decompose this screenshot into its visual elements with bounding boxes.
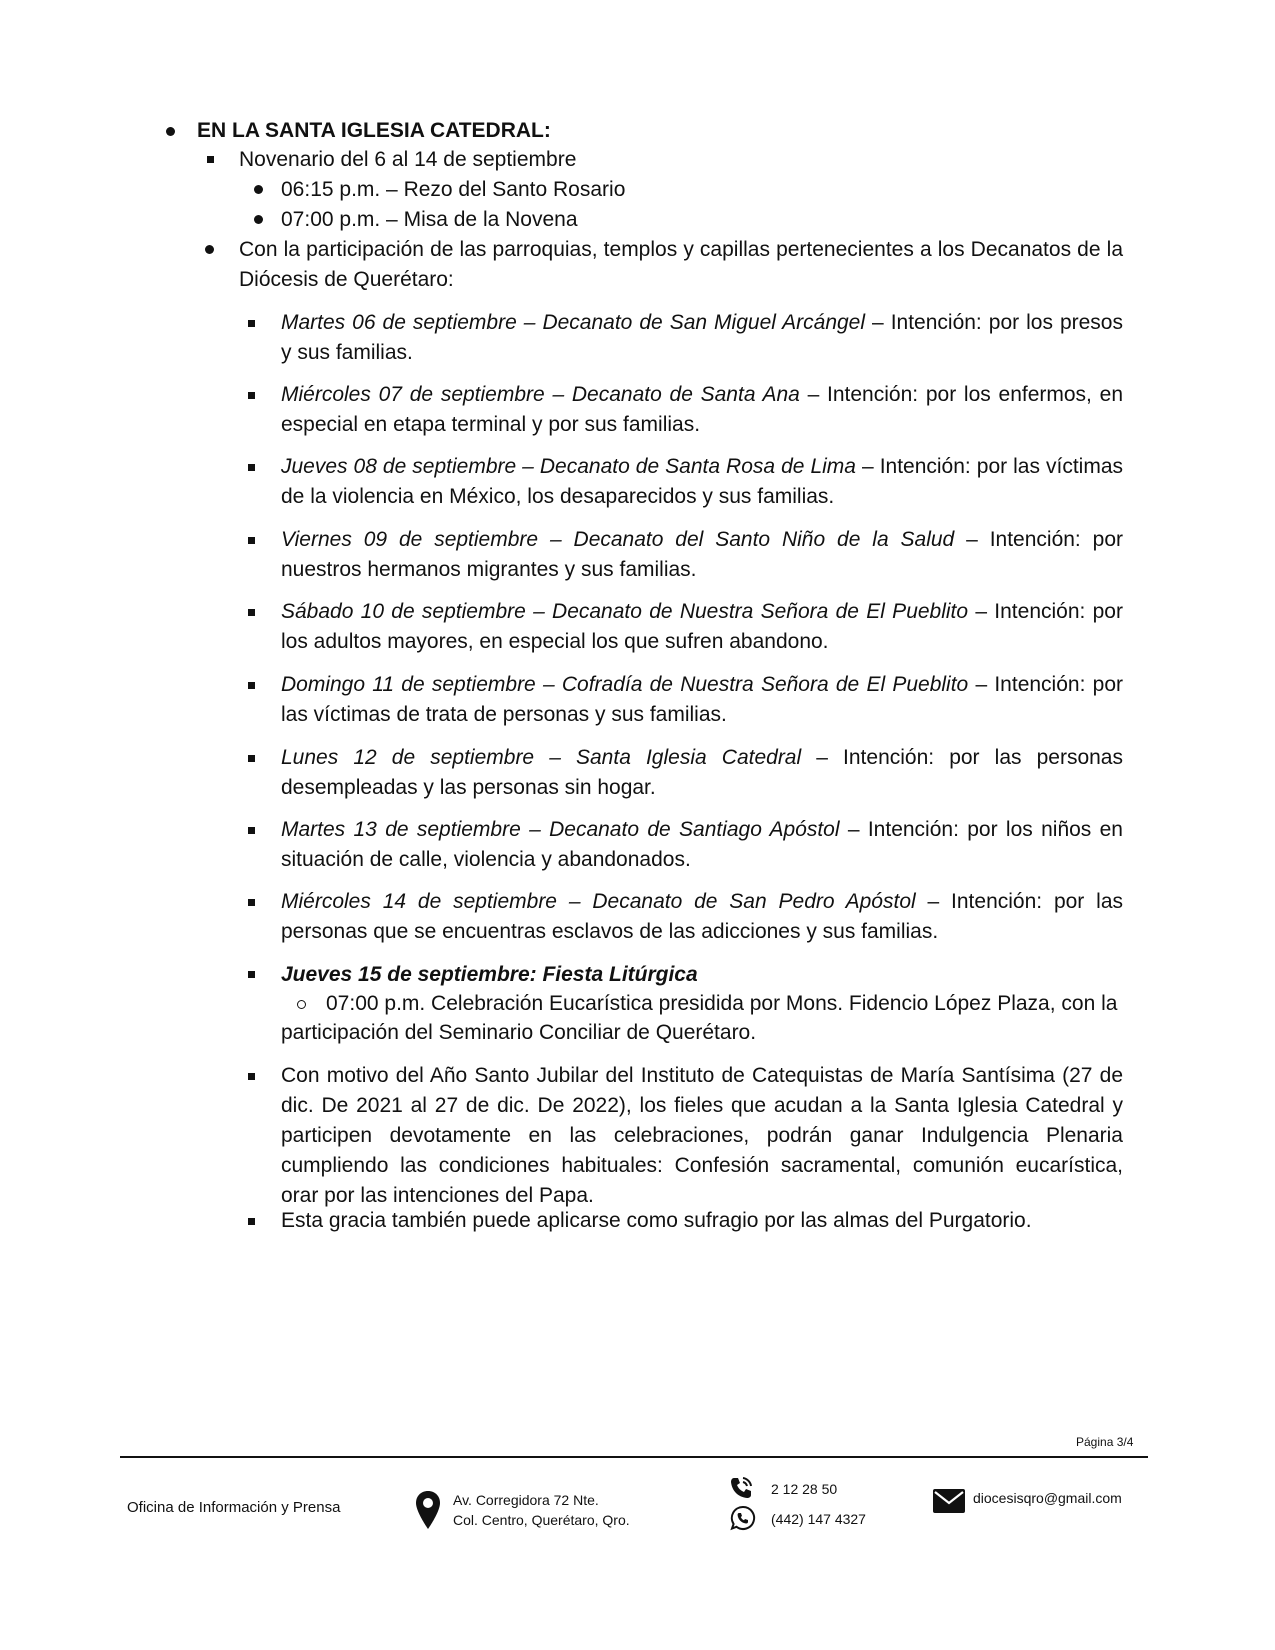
fiesta-detail-line1: 07:00 p.m. Celebración Eucarística presidida por Mons. Fidencio López Plaza, con la [326, 992, 1118, 1015]
jubilee-bullet [248, 1073, 255, 1080]
day-item-4 [281, 525, 1123, 585]
day-item-5-title: Sábado 10 de septiembre – Decanato de Nuestra Señora de El Pueblito [281, 600, 969, 623]
novenario-title: Novenario del 6 al 14 de septiembre [239, 148, 577, 171]
day-item-4-title: Viernes 09 de septiembre – Decanato del Santo Niño de la Salud [281, 528, 955, 551]
phone-icon [728, 1475, 754, 1501]
time-bullet-1 [254, 185, 263, 194]
day-item-9-intention: – Intención: por las personas que se encuentras esclavos de las adicciones y sus familias. [281, 890, 1123, 943]
fiesta-detail-line2: participación del Seminario Conciliar de Querétaro. [281, 1021, 757, 1044]
envelope-icon [933, 1489, 965, 1513]
day-bullet-2 [248, 392, 255, 399]
whatsapp-number: (442) 147 4327 [771, 1511, 866, 1527]
day-bullet-8 [248, 827, 255, 834]
address-line1: Av. Corregidora 72 Nte. [453, 1492, 599, 1508]
day-item-2-intention: – Intención: por los enfermos, en especial en etapa terminal y por sus familias. [281, 383, 1123, 436]
day-item-5 [281, 597, 1123, 657]
grace-text: Esta gracia también puede aplicarse como sufragio por las almas del Purgatorio. [281, 1209, 1032, 1232]
day-item-3 [281, 452, 1123, 512]
day-item-6 [281, 670, 1123, 730]
fiesta-bullet [248, 971, 255, 978]
day-item-2 [281, 380, 1123, 440]
novenario-time-2: 07:00 p.m. – Misa de la Novena [281, 208, 578, 231]
whatsapp-icon [730, 1505, 756, 1531]
novenario-bullet [207, 156, 214, 163]
day-bullet-9 [248, 899, 255, 906]
day-item-8-intention: – Intención: por los niños en situación de calle, violencia y abandonados. [281, 818, 1123, 871]
fiesta-sub-bullet [297, 1000, 306, 1009]
email-address: diocesisqro@gmail.com [973, 1490, 1122, 1506]
day-bullet-6 [248, 682, 255, 689]
day-bullet-7 [248, 755, 255, 762]
footer-rule [120, 1456, 1148, 1458]
day-item-6-intention: – Intención: por las víctimas de trata de personas y sus familias. [281, 673, 1123, 726]
day-item-9 [281, 887, 1123, 947]
participation-text: Con la participación de las parroquias, templos y capillas pertenecientes a los Decanatos de la Diócesis de Querétaro: [239, 238, 1123, 291]
grace-bullet [248, 1218, 255, 1225]
address-line2: Col. Centro, Querétaro, Qro. [453, 1512, 630, 1528]
day-item-5-intention: – Intención: por los adultos mayores, en especial los que sufren abandono. [281, 600, 1123, 653]
day-item-4-intention: – Intención: por nuestros hermanos migrantes y sus familias. [281, 528, 1123, 581]
day-item-8-title: Martes 13 de septiembre – Decanato de Santiago Apóstol [281, 818, 840, 841]
participation-bullet [205, 245, 214, 254]
day-item-1-intention: – Intención: por los presos y sus familias. [281, 311, 1123, 364]
day-item-3-title: Jueves 08 de septiembre – Decanato de Santa Rosa de Lima [281, 455, 856, 478]
day-item-1 [281, 308, 1123, 368]
day-item-1-title: Martes 06 de septiembre – Decanato de San Miguel Arcángel [281, 311, 866, 334]
section-heading: EN LA SANTA IGLESIA CATEDRAL: [197, 119, 551, 142]
day-item-7-title: Lunes 12 de septiembre – Santa Iglesia Catedral [281, 746, 802, 769]
jubilee-text: Con motivo del Año Santo Jubilar del Instituto de Catequistas de María Santísima (27 de dic. De 2021 al 27 de dic. De 2022), los fieles que acudan a la Santa Iglesia Catedral y participen devotamente en las celebraciones, podrán ganar Indulgencia Plenaria cumpliendo las condiciones habituales: Confesión sacramental, comunión eucarística, orar por las intenciones del Papa. [281, 1064, 1123, 1207]
day-item-6-title: Domingo 11 de septiembre – Cofradía de Nuestra Señora de El Pueblito [281, 673, 969, 696]
office-name: Oficina de Información y Prensa [127, 1499, 341, 1516]
time-bullet-2 [254, 215, 263, 224]
fiesta-title: Jueves 15 de septiembre: Fiesta Litúrgica [281, 963, 698, 986]
day-item-7 [281, 743, 1123, 803]
day-item-9-title: Miércoles 14 de septiembre – Decanato de San Pedro Apóstol [281, 890, 916, 913]
day-item-8 [281, 815, 1123, 875]
day-bullet-4 [248, 537, 255, 544]
day-item-2-title: Miércoles 07 de septiembre – Decanato de Santa Ana [281, 383, 800, 406]
day-item-3-intention: – Intención: por las víctimas de la violencia en México, los desaparecidos y sus familias. [281, 455, 1123, 508]
day-item-7-intention: – Intención: por las personas desempleadas y las personas sin hogar. [281, 746, 1123, 799]
day-bullet-3 [248, 464, 255, 471]
phone-number: 2 12 28 50 [771, 1481, 838, 1497]
location-pin-icon [415, 1490, 441, 1530]
novenario-time-1: 06:15 p.m. – Rezo del Santo Rosario [281, 178, 626, 201]
page-number: Página 3/4 [1076, 1435, 1134, 1449]
day-bullet-1 [248, 320, 255, 327]
day-bullet-5 [248, 609, 255, 616]
heading-bullet [166, 127, 175, 136]
